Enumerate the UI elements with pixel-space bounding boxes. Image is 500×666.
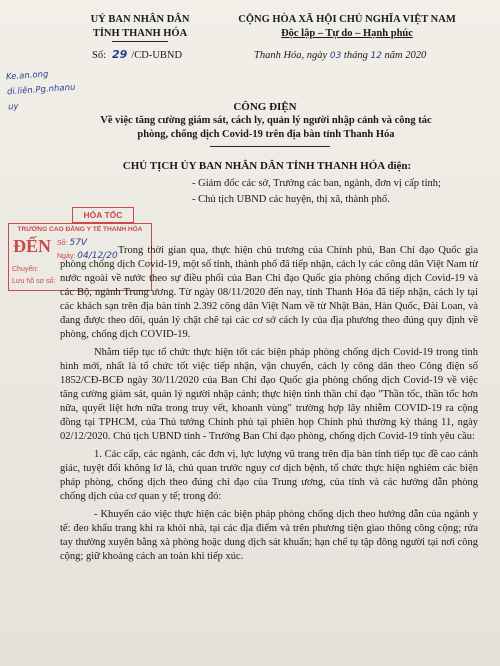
stamp-chuyen: Chuyển:: [12, 266, 39, 273]
agency-header: [80, 13, 200, 41]
paragraph-3: 1. Các cấp, các ngành, các đơn vị, lực lượng vũ trang trên địa bàn tỉnh tiếp tục đề cao cảnh giác, tuyệt đối không lơ là, chủ quan trước nguy cơ dịch bệnh, tổ chức thực hiện nghiêm các biện pháp phòng, chống dịch theo đúng chỉ đạo của Trung ương, của tỉnh và các hướng dẫn phòng chống dịch của cơ quan y tế; trong đó:: [60, 449, 478, 502]
paragraph-1: Trong thời gian qua, thực hiện chủ trương của Chính phủ, Ban Chỉ đạo Quốc gia phòng chống dịch Covid-19, một số tỉnh, thành phố đã tiếp nhận, cách ly các công dân Việt Nam từ nước ngoài về nước theo sự điều phối của Ban Chỉ đạo Quốc gia phòng chống dịch Covid-19 và các Bộ, ngành Trung ương. Từ ngày 08/11/2020 đến nay, tỉnh Thanh Hóa đã tiếp nhận, cách ly tại các khách sạn trên địa bàn tỉnh 2.392 công dân Việt Nam về từ Nhật Bản, Hàn Quốc, Đài Loan, và đang được theo dõi, quản lý chặt chẽ tại các cơ sở cách ly của địa phương theo đúng quy định về phòng, chống dịch COVID-19.: [60, 245, 478, 340]
stamp-den: ĐẾN: [13, 236, 52, 256]
document-number: Số: 29 /CD-UBND: [92, 48, 183, 61]
stamp-ngay: Ngày: 04/12/20: [57, 251, 118, 261]
document-number-value: 29: [112, 48, 128, 61]
agency-line1: UỶ BAN NHÂN DÂN: [90, 14, 190, 25]
republic-name: CỘNG HÒA XÃ HỘI CHỦ NGHĨA VIỆT NAM: [238, 14, 456, 25]
motto: Độc lập – Tự do – Hạnh phúc: [281, 28, 413, 39]
chairman-line: CHỦ TỊCH ỦY BAN NHÂN DÂN TỈNH THANH HÓA điện:: [122, 160, 412, 172]
recipient-1: - Giám đốc các sở, Trưởng các ban, ngành, đơn vị cấp tỉnh;: [192, 178, 441, 189]
paragraph-2: Nhằm tiếp tục tổ chức thực hiện tốt các biện pháp phòng chống dịch Covid-19 trong tình hình mới, nhất là tổ chức tốt việc tiếp nhận, vận chuyển, cách ly công dân theo Công điện số 1852/CĐ-BCĐ ngày 30/11/2020 của Ban Chỉ đạo Quốc gia phòng chống dịch Covid-19 về việc tăng cường giám sát, quản lý người nhập cảnh; thực hiện tinh thần chỉ đạo "Thần tốc, thần tốc hơn nữa, quyết liệt hơn nữa trong truy vết, khoanh vùng" trường hợp lây nhiễm COVID-19 ra cộng đồng tại TPHCM, của Thủ tướng Chính phủ tại phiên họp Chính phủ thường kỳ tháng 11, ngày 02/12/2020. Chủ tịch UBND tỉnh - Trưởng Ban Chỉ đạo phòng, chống dịch Covid-19 tỉnh yêu cầu:: [60, 347, 478, 442]
paragraph-4: - Khuyến cáo việc thực hiện các biện pháp phòng chống dịch theo hướng dẫn của ngành y tế: đeo khẩu trang khi ra khỏi nhà, tại các địa điểm và trên phương tiện giao thông công cộng; rửa tay thường xuyên bằng xà phòng hoặc dung dịch sát khuẩn; hạn chế tụ tập đông người tại nơi công cộng; giữ khoảng cách an toàn khi tiếp xúc.: [60, 509, 478, 562]
stamp-luu: Lưu hồ sơ số:: [12, 278, 56, 285]
document-date: Thanh Hóa, ngày 03 tháng 12 năm 2020: [254, 50, 427, 61]
stamp-so: Số: 57V: [57, 238, 88, 248]
stamp-school: TRƯỜNG CAO ĐẲNG Y TẾ THANH HÓA: [17, 226, 143, 233]
date-month: 12: [370, 51, 382, 61]
agency-line2: TỈNH THANH HÓA: [92, 28, 188, 39]
body-text: [60, 244, 478, 564]
recipient-2: - Chủ tịch UBND các huyện, thị xã, thành phố.: [192, 194, 390, 205]
date-day: 03: [329, 51, 342, 61]
urgent-stamp: HỎA TỐC: [72, 207, 134, 223]
handwritten-note: Ke.an.ong di.liên.Pg.nhanu uy: [5, 69, 76, 113]
republic-header: [212, 13, 482, 41]
document-title: CÔNG ĐIỆN: [233, 101, 297, 113]
agency-underline: [112, 41, 168, 42]
document-subtitle: Về việc tăng cường giám sát, cách ly, quản lý người nhập cảnh và công tác phòng, chống dịch Covid-19 trên địa bàn tỉnh Thanh Hóa: [100, 115, 432, 140]
title-underline: [210, 146, 330, 147]
